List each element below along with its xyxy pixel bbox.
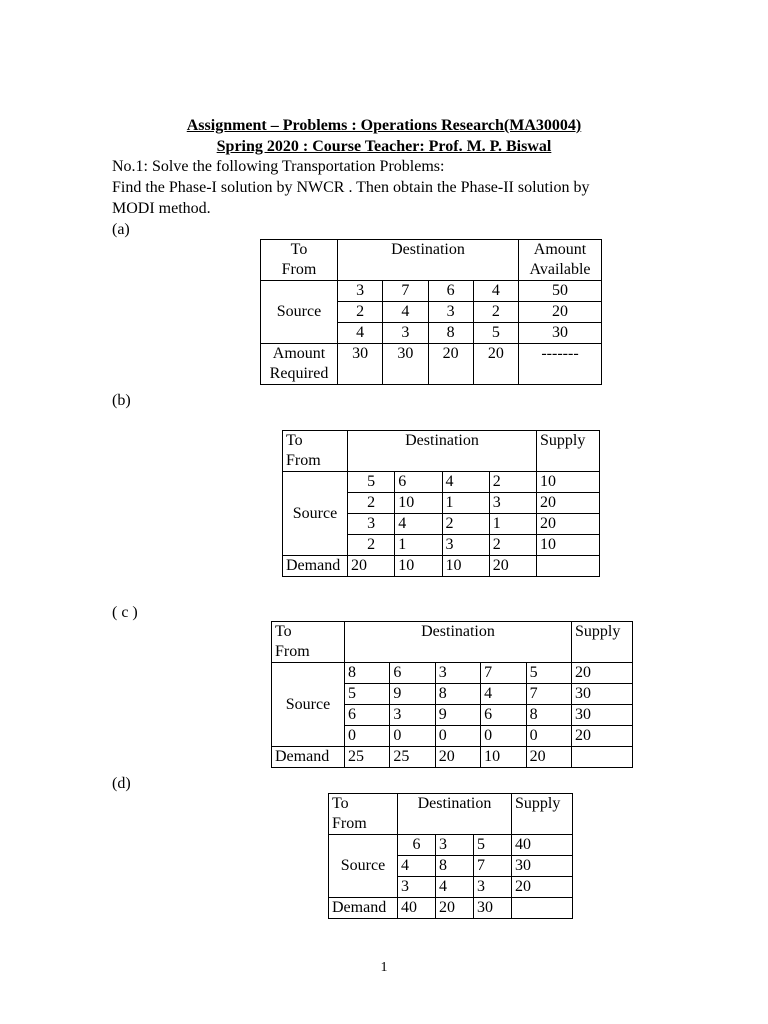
cost-cell: 3 bbox=[338, 281, 383, 302]
demand-cell: 20 bbox=[473, 344, 518, 385]
cost-cell: 5 bbox=[474, 835, 512, 856]
supply-cell: 20 bbox=[519, 302, 602, 323]
cost-cell: 3 bbox=[474, 877, 512, 898]
cost-cell: 9 bbox=[435, 705, 480, 726]
cost-cell: 2 bbox=[442, 514, 489, 535]
demand-cell: 10 bbox=[442, 556, 489, 577]
corner-cell bbox=[572, 747, 633, 768]
cost-cell: 1 bbox=[442, 493, 489, 514]
from-label: From bbox=[281, 261, 317, 278]
cost-cell: 8 bbox=[526, 705, 571, 726]
cost-cell: 7 bbox=[383, 281, 428, 302]
cost-cell: 0 bbox=[481, 726, 526, 747]
problem-statement-line-2: Find the Phase-I solution by NWCR . Then obtain the Phase-II solution by bbox=[112, 179, 590, 196]
table-header-row bbox=[272, 622, 633, 663]
problem-d-label: (d) bbox=[112, 775, 131, 792]
cost-cell: 0 bbox=[390, 726, 435, 747]
cost-cell: 3 bbox=[383, 323, 428, 344]
supply-cell: 30 bbox=[572, 684, 633, 705]
demand-label: Demand bbox=[329, 898, 398, 919]
to-from-cell bbox=[272, 622, 345, 663]
cost-cell: 4 bbox=[473, 281, 518, 302]
cost-cell: 5 bbox=[348, 472, 395, 493]
cost-cell: 3 bbox=[348, 514, 395, 535]
table-header-row bbox=[283, 431, 600, 472]
table-row bbox=[272, 663, 633, 684]
cost-cell: 6 bbox=[395, 472, 442, 493]
destination-header: Destination bbox=[348, 431, 537, 472]
demand-cell: 20 bbox=[435, 747, 480, 768]
table-row bbox=[261, 281, 602, 302]
transport-table-a bbox=[260, 239, 602, 385]
supply-cell: 30 bbox=[519, 323, 602, 344]
corner-cell bbox=[512, 898, 573, 919]
cost-cell: 1 bbox=[489, 514, 536, 535]
page-number: 1 bbox=[380, 960, 388, 975]
corner-cell bbox=[537, 556, 600, 577]
demand-cell: 20 bbox=[526, 747, 571, 768]
cost-cell: 0 bbox=[526, 726, 571, 747]
course-subtitle: Spring 2020 : Course Teacher: Prof. M. P. Biswal bbox=[216, 138, 552, 155]
supply-cell: 50 bbox=[519, 281, 602, 302]
problem-c-label: ( c ) bbox=[112, 604, 138, 621]
cost-cell: 2 bbox=[489, 472, 536, 493]
source-label: Source bbox=[283, 472, 348, 556]
cost-cell: 2 bbox=[338, 302, 383, 323]
cost-cell: 1 bbox=[395, 535, 442, 556]
cost-cell: 4 bbox=[442, 472, 489, 493]
demand-cell: 20 bbox=[489, 556, 536, 577]
demand-row bbox=[329, 898, 573, 919]
cost-cell: 3 bbox=[489, 493, 536, 514]
supply-cell: 20 bbox=[572, 726, 633, 747]
demand-cell: 20 bbox=[436, 898, 474, 919]
supply-header: Amount Available bbox=[519, 240, 602, 281]
cost-cell: 5 bbox=[526, 663, 571, 684]
cost-cell: 6 bbox=[390, 663, 435, 684]
cost-cell: 2 bbox=[348, 493, 395, 514]
cost-cell: 4 bbox=[481, 684, 526, 705]
cost-cell: 10 bbox=[395, 493, 442, 514]
supply-cell: 20 bbox=[537, 493, 600, 514]
cost-cell: 4 bbox=[395, 514, 442, 535]
cost-cell: 4 bbox=[383, 302, 428, 323]
cost-cell: 3 bbox=[428, 302, 473, 323]
demand-cell: 20 bbox=[348, 556, 395, 577]
assignment-title: Assignment – Problems : Operations Research(MA30004) bbox=[186, 117, 582, 134]
demand-row bbox=[272, 747, 633, 768]
from-label: From bbox=[332, 815, 367, 832]
cost-cell: 6 bbox=[345, 705, 390, 726]
demand-row bbox=[283, 556, 600, 577]
table-row bbox=[329, 835, 573, 856]
destination-header: Destination bbox=[345, 622, 572, 663]
cost-cell: 3 bbox=[390, 705, 435, 726]
cost-cell: 8 bbox=[435, 684, 480, 705]
supply-header: Supply bbox=[572, 622, 633, 663]
transport-table-c bbox=[271, 621, 633, 768]
destination-header: Destination bbox=[398, 794, 512, 835]
destination-header: Destination bbox=[338, 240, 519, 281]
table-header-row bbox=[329, 794, 573, 835]
from-label: From bbox=[286, 452, 321, 469]
cost-cell: 7 bbox=[481, 663, 526, 684]
cost-cell: 8 bbox=[428, 323, 473, 344]
cost-cell: 5 bbox=[473, 323, 518, 344]
source-label: Source bbox=[272, 663, 345, 747]
cost-cell: 4 bbox=[398, 856, 436, 877]
demand-cell: 10 bbox=[395, 556, 442, 577]
cost-cell: 2 bbox=[489, 535, 536, 556]
from-label: From bbox=[275, 643, 310, 660]
demand-cell: 40 bbox=[398, 898, 436, 919]
cost-cell: 3 bbox=[436, 835, 474, 856]
supply-cell: 40 bbox=[512, 835, 573, 856]
table-header-row bbox=[261, 240, 602, 281]
demand-label: Amount Required bbox=[261, 344, 338, 385]
cost-cell: 0 bbox=[435, 726, 480, 747]
cost-cell: 6 bbox=[398, 835, 436, 856]
supply-cell: 20 bbox=[512, 877, 573, 898]
to-label: To bbox=[332, 795, 349, 812]
table-row bbox=[283, 472, 600, 493]
corner-cell: ------- bbox=[519, 344, 602, 385]
demand-cell: 25 bbox=[390, 747, 435, 768]
cost-cell: 2 bbox=[348, 535, 395, 556]
source-label: Source bbox=[329, 835, 398, 898]
transport-table-b bbox=[282, 430, 600, 577]
demand-cell: 25 bbox=[345, 747, 390, 768]
to-from-cell bbox=[261, 240, 338, 281]
to-label: To bbox=[290, 241, 308, 258]
cost-cell: 3 bbox=[442, 535, 489, 556]
supply-cell: 10 bbox=[537, 535, 600, 556]
demand-row bbox=[261, 344, 602, 385]
supply-cell: 20 bbox=[572, 663, 633, 684]
cost-cell: 3 bbox=[398, 877, 436, 898]
cost-cell: 7 bbox=[474, 856, 512, 877]
cost-cell: 7 bbox=[526, 684, 571, 705]
cost-cell: 2 bbox=[473, 302, 518, 323]
demand-label: Demand bbox=[272, 747, 345, 768]
demand-cell: 30 bbox=[474, 898, 512, 919]
supply-cell: 30 bbox=[572, 705, 633, 726]
demand-cell: 30 bbox=[338, 344, 383, 385]
cost-cell: 6 bbox=[481, 705, 526, 726]
cost-cell: 4 bbox=[436, 877, 474, 898]
demand-cell: 10 bbox=[481, 747, 526, 768]
cost-cell: 5 bbox=[345, 684, 390, 705]
problem-b-label: (b) bbox=[112, 392, 131, 409]
problem-a-label: (a) bbox=[112, 221, 130, 238]
cost-cell: 9 bbox=[390, 684, 435, 705]
demand-cell: 30 bbox=[383, 344, 428, 385]
supply-cell: 10 bbox=[537, 472, 600, 493]
cost-cell: 3 bbox=[435, 663, 480, 684]
cost-cell: 4 bbox=[338, 323, 383, 344]
supply-header: Supply bbox=[537, 431, 600, 472]
to-label: To bbox=[275, 623, 292, 640]
cost-cell: 6 bbox=[428, 281, 473, 302]
supply-cell: 30 bbox=[512, 856, 573, 877]
supply-cell: 20 bbox=[537, 514, 600, 535]
cost-cell: 8 bbox=[345, 663, 390, 684]
to-label: To bbox=[286, 432, 303, 449]
problem-statement-line-3: MODI method. bbox=[112, 200, 211, 217]
to-from-cell bbox=[283, 431, 348, 472]
cost-cell: 0 bbox=[345, 726, 390, 747]
supply-header: Supply bbox=[512, 794, 573, 835]
demand-cell: 20 bbox=[428, 344, 473, 385]
transport-table-d bbox=[328, 793, 573, 919]
source-label: Source bbox=[261, 281, 338, 344]
cost-cell: 8 bbox=[436, 856, 474, 877]
to-from-cell bbox=[329, 794, 398, 835]
demand-label: Demand bbox=[283, 556, 348, 577]
problem-statement-line-1: No.1: Solve the following Transportation Problems: bbox=[112, 158, 445, 175]
